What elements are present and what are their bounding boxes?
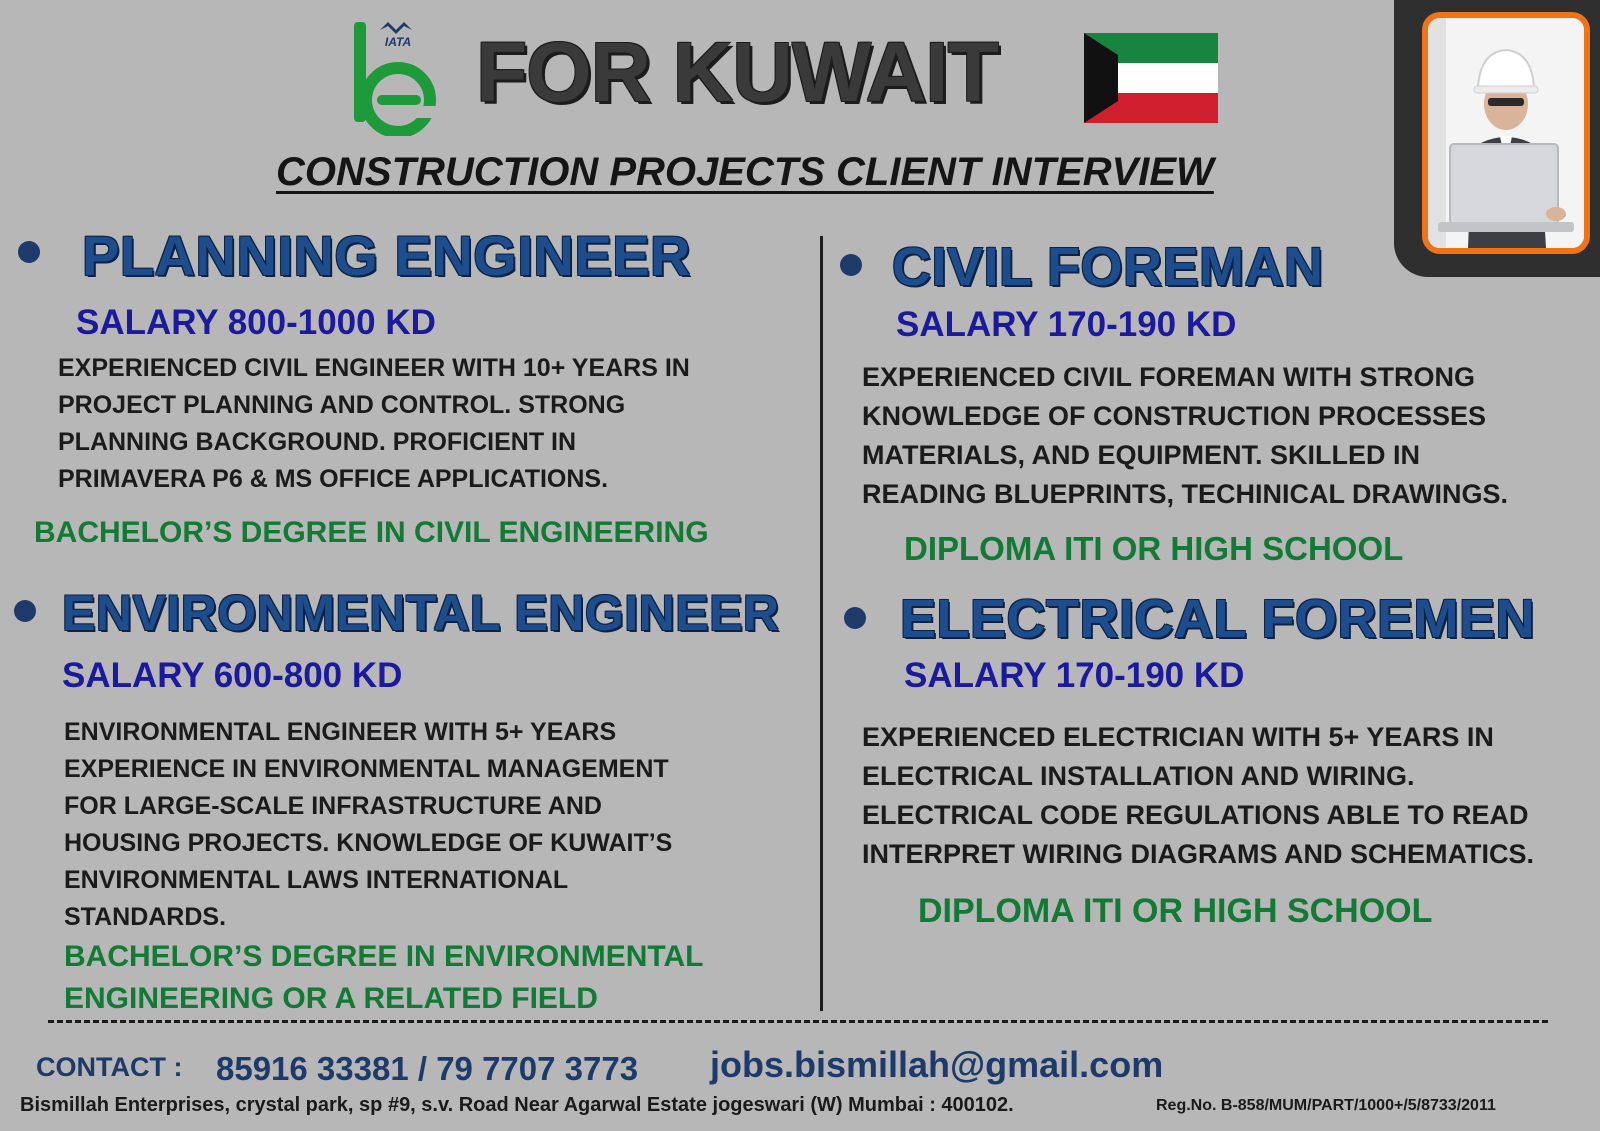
bullet-icon	[840, 254, 862, 276]
bismillah-logo-icon	[352, 16, 442, 136]
job-title-planning-engineer: PLANNING ENGINEER	[82, 224, 691, 287]
svg-text:IATA: IATA	[384, 35, 412, 49]
job-qualification-planning-engineer: BACHELOR’S DEGREE IN CIVIL ENGINEERING	[34, 516, 709, 549]
bullet-icon	[18, 241, 40, 263]
column-divider	[820, 236, 823, 1011]
job-title-environmental-engineer: ENVIRONMENTAL ENGINEER	[62, 585, 780, 641]
contact-email[interactable]: jobs.bismillah@gmail.com	[710, 1044, 1164, 1085]
job-salary-civil-foreman: SALARY 170-190 KD	[896, 305, 1237, 344]
job-description-environmental-engineer: ENVIRONMENTAL ENGINEER WITH 5+ YEARS EXPERIENCE IN ENVIRONMENTAL MANAGEMENT FOR LARGE-SCALE INFRASTRUCTURE AND HOUSING PROJECTS. KNOWLEDGE OF KUWAIT’S ENVIRONMENTAL LAWS INTERNATIONAL STANDARDS.	[64, 718, 673, 931]
registration-number: Reg.No. B-858/MUM/PART/1000+/5/8733/2011	[1156, 1097, 1496, 1114]
headline: FOR KUWAIT	[476, 25, 998, 119]
job-salary-environmental-engineer: SALARY 600-800 KD	[62, 656, 403, 695]
job-qualification-electrical-foremen: DIPLOMA ITI OR HIGH SCHOOL	[918, 892, 1433, 930]
contact-label: CONTACT :	[36, 1052, 183, 1082]
job-description-planning-engineer: EXPERIENCED CIVIL ENGINEER WITH 10+ YEARS IN PROJECT PLANNING AND CONTROL. STRONG PLANNING BACKGROUND. PROFICIENT IN PRIMAVERA P6 & MS OFFICE APPLICATIONS.	[58, 354, 690, 493]
job-qualification-environmental-engineer: BACHELOR’S DEGREE IN ENVIRONMENTAL ENGINEERING OR A RELATED FIELD	[64, 940, 704, 1015]
bullet-icon	[14, 600, 36, 622]
company-address: Bismillah Enterprises, crystal park, sp #9, s.v. Road Near Agarwal Estate jogeswari (W) Mumbai : 400102.	[20, 1094, 1014, 1116]
engineer-with-laptop-photo	[1422, 12, 1590, 254]
photo-card	[1394, 0, 1600, 277]
contact-phone-numbers[interactable]: 85916 33381 / 79 7707 3773	[216, 1050, 639, 1087]
bullet-icon	[844, 607, 866, 629]
job-description-electrical-foremen: EXPERIENCED ELECTRICIAN WITH 5+ YEARS IN ELECTRICAL INSTALLATION AND WIRING. ELECTRICAL CODE REGULATIONS ABLE TO READ INTERPRET WIRING DIAGRAMS AND SCHEMATICS.	[862, 722, 1534, 869]
job-title-civil-foreman: CIVIL FOREMAN	[892, 237, 1324, 297]
job-description-civil-foreman: EXPERIENCED CIVIL FOREMAN WITH STRONG KNOWLEDGE OF CONSTRUCTION PROCESSES MATERIALS, AND EQUIPMENT. SKILLED IN READING BLUEPRINTS, TECHINICAL DRAWINGS.	[862, 362, 1509, 509]
subheading: CONSTRUCTION PROJECTS CLIENT INTERVIEW	[276, 150, 1214, 194]
job-qualification-civil-foreman: DIPLOMA ITI OR HIGH SCHOOL	[904, 530, 1404, 567]
job-title-electrical-foremen: ELECTRICAL FOREMEN	[900, 589, 1536, 649]
kuwait-flag-icon	[1084, 33, 1218, 123]
iata-badge-icon	[380, 22, 412, 49]
job-salary-planning-engineer: SALARY 800-1000 KD	[76, 303, 436, 342]
dashed-separator	[48, 1020, 1548, 1023]
job-salary-electrical-foremen: SALARY 170-190 KD	[904, 656, 1245, 695]
